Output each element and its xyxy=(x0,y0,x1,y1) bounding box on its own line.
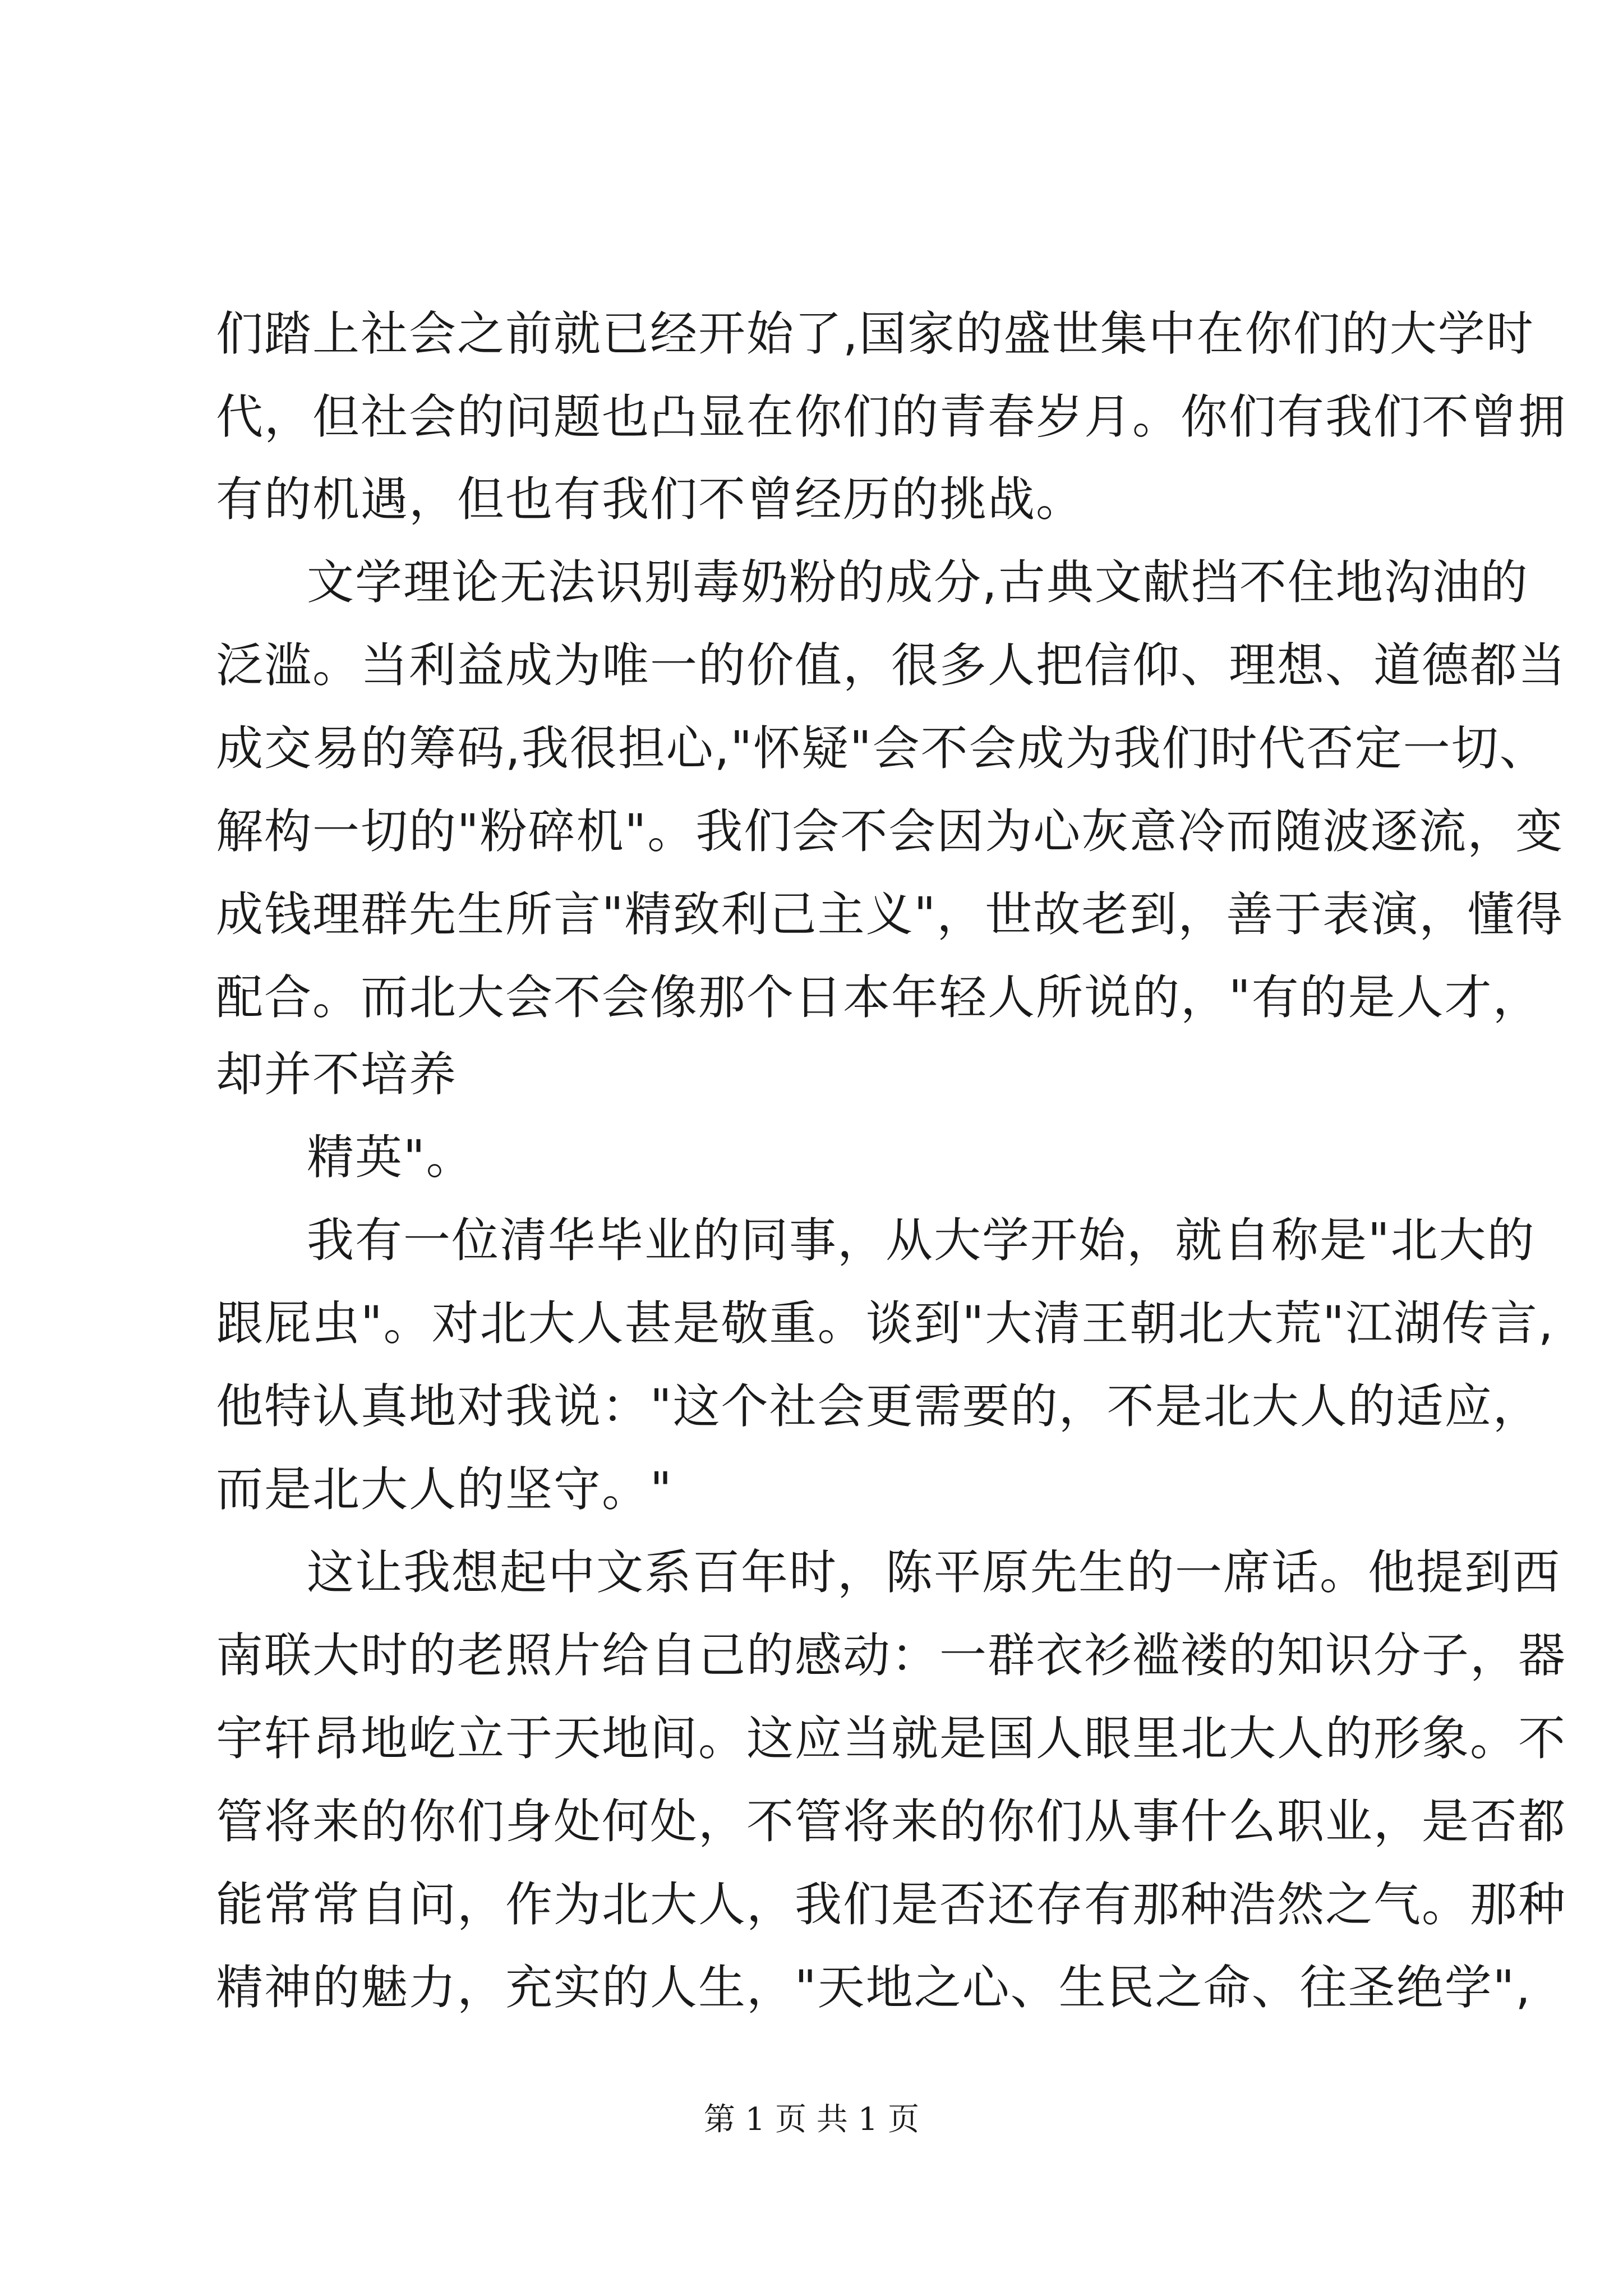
body-text-line: 我有一位清华毕业的同事，从大学开始，就自称是"北大的 xyxy=(307,1213,1536,1268)
body-text-line: 而是北大人的坚守。" xyxy=(216,1462,673,1517)
body-text-line: 泛滥。当利益成为唯一的价值，很多人把信仰、理想、道德都当 xyxy=(216,638,1567,693)
body-text-line: 能常常自问，作为北大人，我们是否还存有那种浩然之气。那种 xyxy=(216,1877,1567,1932)
body-text-line: 们踏上社会之前就已经开始了,国家的盛世集中在你们的大学时 xyxy=(216,306,1534,361)
body-text-line: 南联大时的老照片给自己的感动：一群衣衫褴褛的知识分子，器 xyxy=(216,1628,1567,1683)
body-text-line: 代，但社会的问题也凸显在你们的青春岁月。你们有我们不曾拥 xyxy=(216,389,1567,444)
body-text-line: 文学理论无法识别毒奶粉的成分,古典文献挡不住地沟油的 xyxy=(307,555,1529,610)
body-text-line: 管将来的你们身处何处，不管将来的你们从事什么职业，是否都 xyxy=(216,1794,1567,1849)
body-text-line: 宇轩昂地屹立于天地间。这应当就是国人眼里北大人的形象。不 xyxy=(216,1711,1567,1766)
body-text-line: 却并不培养 xyxy=(216,1047,458,1102)
body-text-line: 成交易的筹码,我很担心,"怀疑"会不会成为我们时代否定一切、 xyxy=(216,721,1548,776)
body-text-line: 配合。而北大会不会像那个日本年轻人所说的，"有的是人才， xyxy=(216,970,1541,1025)
body-text-line: 精神的魅力，充实的人生，"天地之心、生民之命、往圣绝学", xyxy=(216,1960,1532,2015)
page-number-footer: 第 1 页 共 1 页 xyxy=(703,2101,920,2138)
body-text-line: 精英"。 xyxy=(307,1130,474,1185)
body-text-line: 解构一切的"粉碎机"。我们会不会因为心灰意冷而随波逐流，变 xyxy=(216,804,1564,859)
body-text-line: 跟屁虫"。对北大人甚是敬重。谈到"大清王朝北大荒"江湖传言, xyxy=(216,1296,1555,1351)
body-text-line: 这让我想起中文系百年时，陈平原先生的一席话。他提到西 xyxy=(307,1545,1561,1600)
body-text-line: 他特认真地对我说："这个社会更需要的，不是北大人的适应， xyxy=(216,1379,1541,1434)
body-text-line: 有的机遇，但也有我们不曾经历的挑战。 xyxy=(216,472,1085,527)
body-text-line: 成钱理群先生所言"精致利己主义"，世故老到，善于表演，懂得 xyxy=(216,887,1564,942)
